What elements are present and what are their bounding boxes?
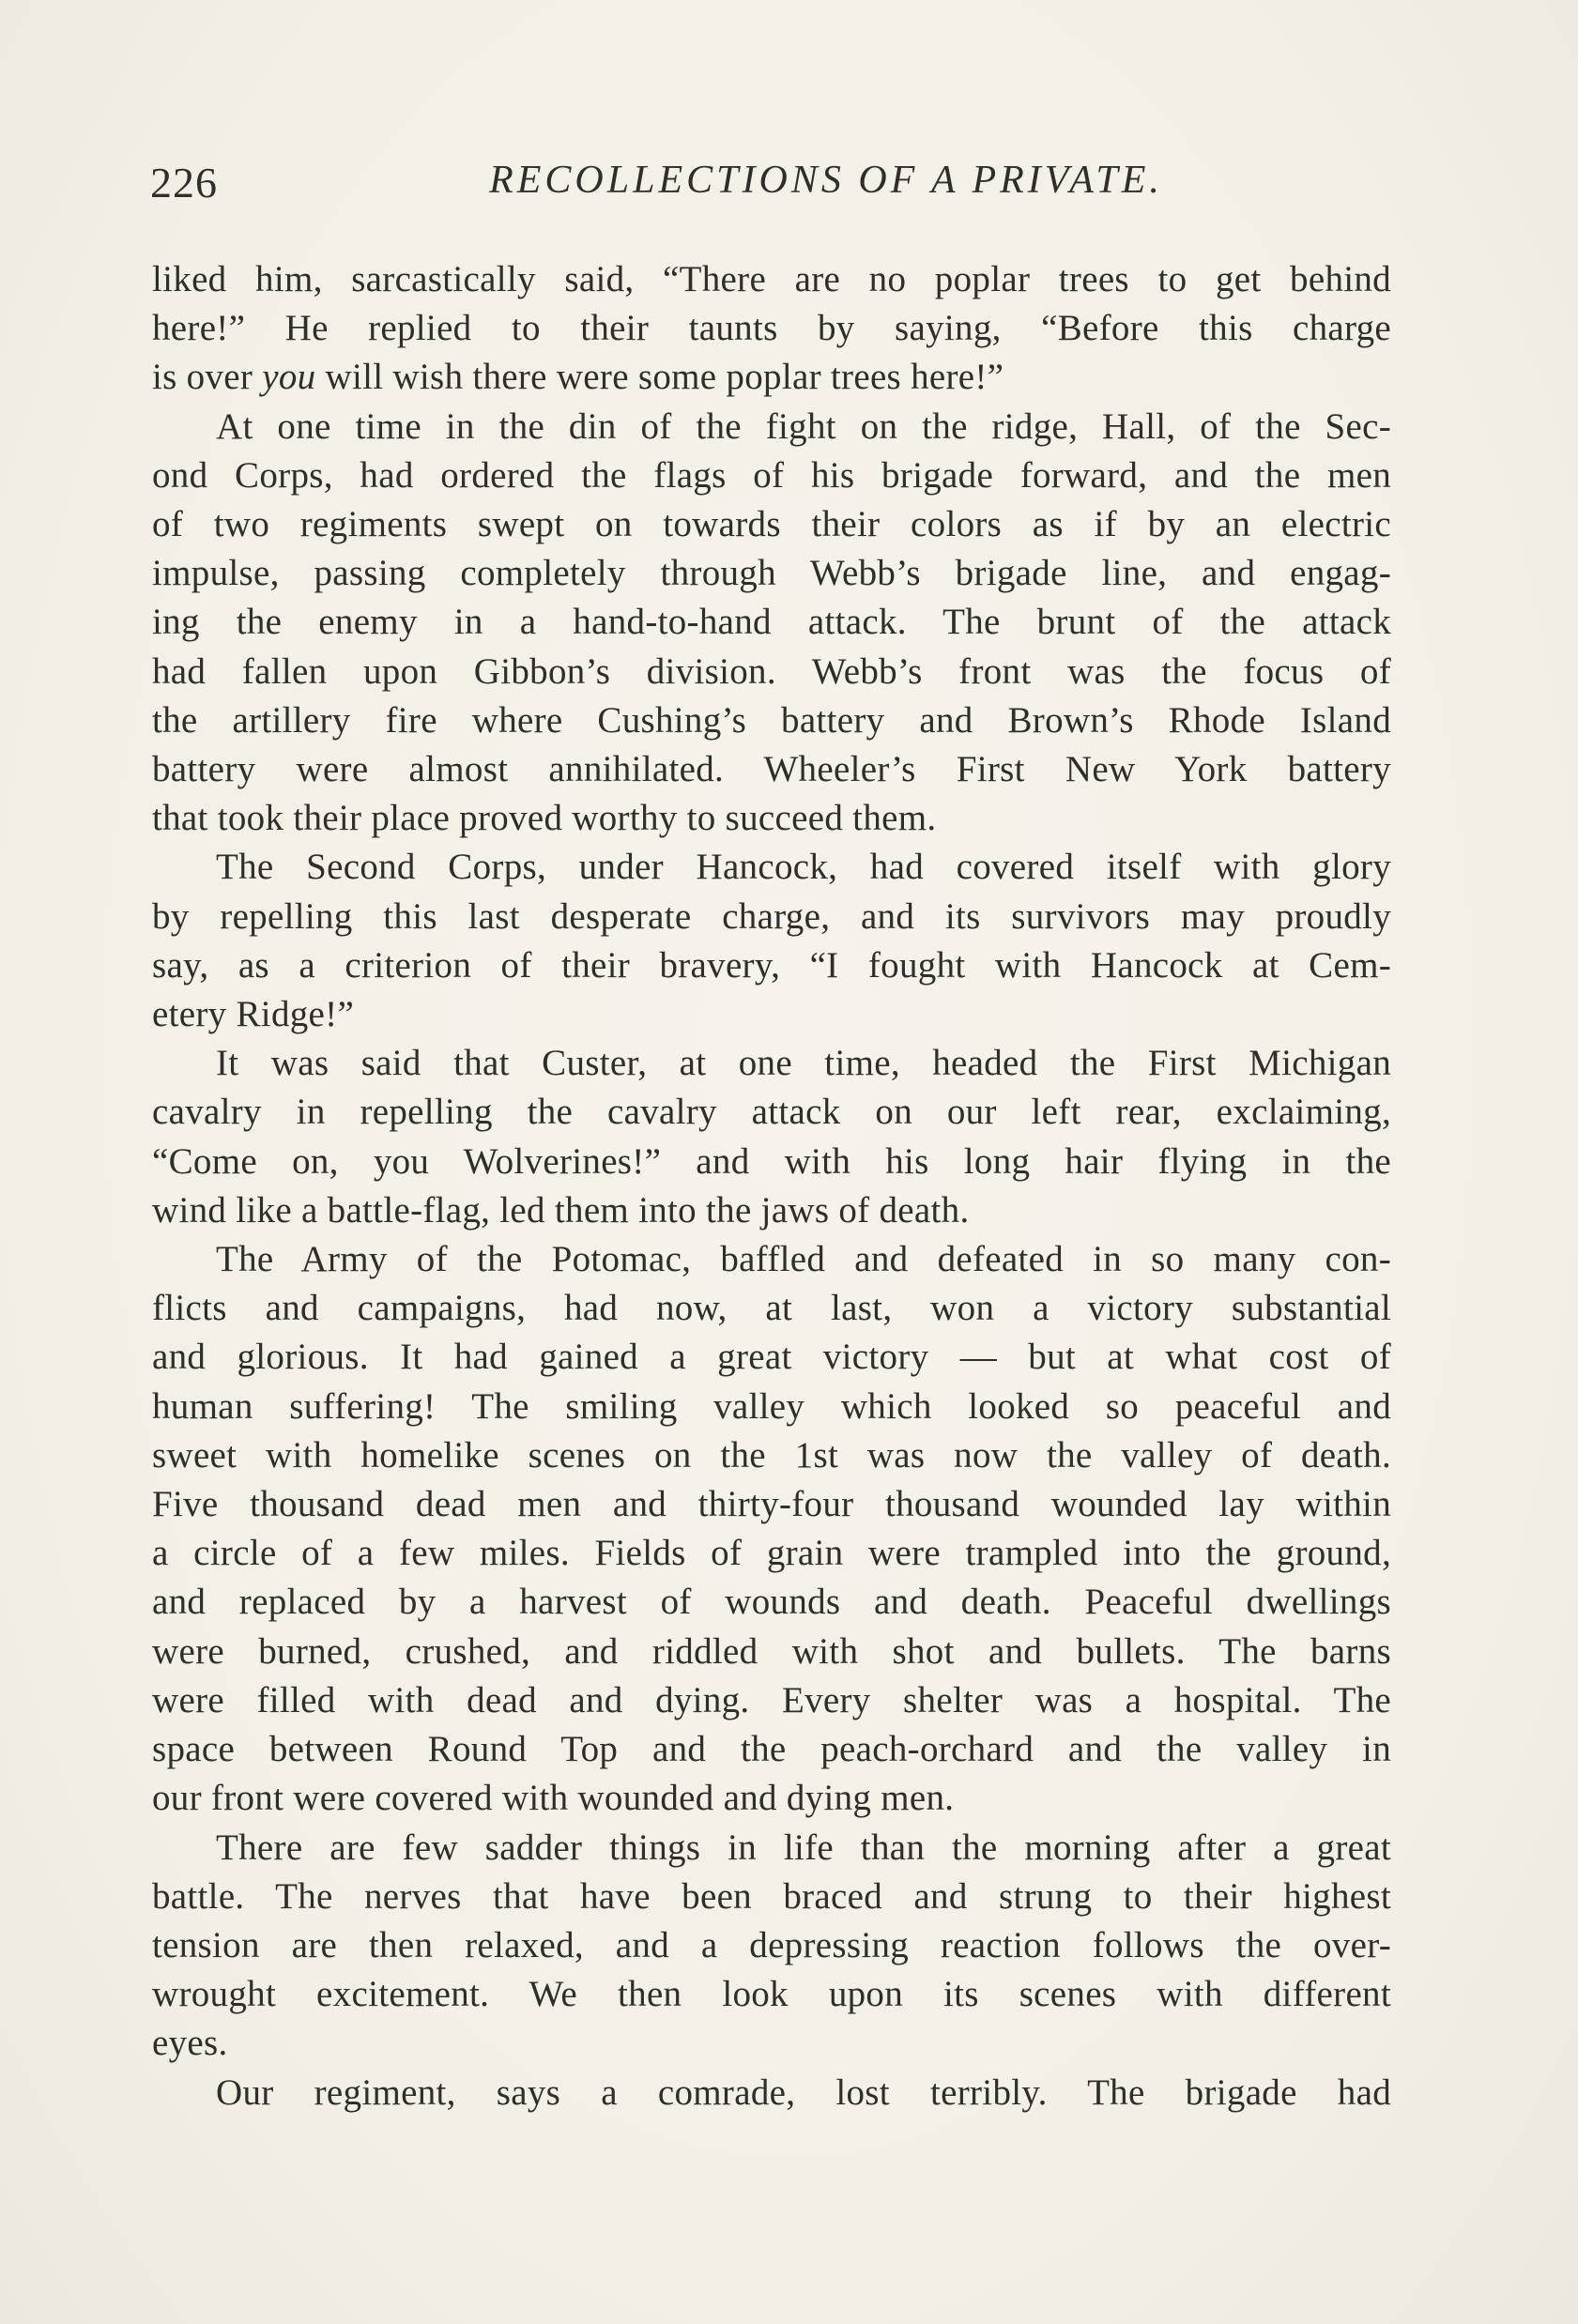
page-header bbox=[150, 158, 1389, 214]
text-line: had fallen upon Gibbon’s division. Webb’s front was the focus of bbox=[152, 650, 1391, 692]
text-line: of two regiments swept on towards their colors as if by an electric bbox=[152, 504, 1391, 545]
body-text bbox=[152, 255, 1391, 2118]
text-line: flicts and campaigns, had now, at last, won a victory substantial bbox=[152, 1288, 1391, 1329]
text-line: There are few sadder things in life than the morning after a great bbox=[216, 1827, 1391, 1868]
text-line: eyes. bbox=[152, 2023, 228, 2064]
text-line: battle. The nerves that have been braced and strung to their highest bbox=[152, 1875, 1391, 1917]
text-line: The Army of the Potomac, baffled and defeated in so many con- bbox=[216, 1239, 1391, 1280]
text-line: ing the enemy in a hand-to-hand attack. The brunt of the attack bbox=[152, 602, 1391, 643]
text-line: the artillery fire where Cushing’s battery and Brown’s Rhode Island bbox=[152, 699, 1391, 741]
text-line: Five thousand dead men and thirty-four thousand wounded lay within bbox=[152, 1484, 1391, 1525]
text-line: and glorious. It had gained a great victory — but at what cost of bbox=[152, 1337, 1391, 1378]
text-span: will wish there were some poplar trees here!” bbox=[315, 357, 1004, 398]
text-line: a circle of a few miles. Fields of grain were trampled into the ground, bbox=[152, 1533, 1391, 1574]
text-line: were filled with dead and dying. Every shelter was a hospital. The bbox=[152, 1679, 1391, 1720]
italic-word: you bbox=[262, 357, 316, 398]
text-line: that took their place proved worthy to succeed them. bbox=[152, 798, 937, 839]
text-line: by repelling this last desperate charge, and its survivors may proudly bbox=[152, 895, 1391, 937]
page-number: 226 bbox=[150, 159, 218, 206]
text-line: wrought excitement. We then look upon its scenes with different bbox=[152, 1974, 1391, 2015]
text-line: etery Ridge!” bbox=[152, 994, 355, 1035]
text-line: human suffering! The smiling valley which looked so peaceful and bbox=[152, 1385, 1391, 1427]
text-span: is over bbox=[152, 357, 263, 398]
text-line: impulse, passing completely through Webb’s brigade line, and engag- bbox=[152, 553, 1391, 594]
text-line bbox=[152, 353, 1391, 402]
text-line: ond Corps, had ordered the flags of his brigade forward, and the men bbox=[152, 454, 1391, 496]
text-line: our front were covered with wounded and dying men. bbox=[152, 1778, 955, 1819]
running-title: RECOLLECTIONS OF A PRIVATE. bbox=[489, 159, 1163, 202]
text-line: “Come on, you Wolverines!” and with his long hair flying in the bbox=[152, 1140, 1391, 1182]
text-line: here!” He replied to their taunts by saying, “Before this charge bbox=[152, 308, 1391, 349]
text-line: tension are then relaxed, and a depressing reaction follows the over- bbox=[152, 1924, 1391, 1965]
text-line: The Second Corps, under Hancock, had covered itself with glory bbox=[216, 847, 1391, 888]
text-line: cavalry in repelling the cavalry attack on our left rear, exclaiming, bbox=[152, 1092, 1391, 1133]
text-line: Our regiment, says a comrade, lost terribly. The brigade had bbox=[216, 2072, 1391, 2113]
text-line: were burned, crushed, and riddled with shot and bullets. The barns bbox=[152, 1630, 1391, 1672]
text-line: At one time in the din of the fight on the ridge, Hall, of the Sec- bbox=[216, 405, 1391, 447]
text-line: say, as a criterion of their bravery, “I fought with Hancock at Cem- bbox=[152, 944, 1391, 986]
text-line: and replaced by a harvest of wounds and death. Peaceful dwellings bbox=[152, 1582, 1391, 1623]
text-line: space between Round Top and the peach-orchard and the valley in bbox=[152, 1729, 1391, 1770]
text-line: sweet with homelike scenes on the 1st was now the valley of death. bbox=[152, 1434, 1391, 1475]
text-line: battery were almost annihilated. Wheeler’s First New York battery bbox=[152, 749, 1391, 790]
text-line: wind like a battle-flag, led them into the jaws of death. bbox=[152, 1189, 970, 1231]
text-line: liked him, sarcastically said, “There are no poplar trees to get behind bbox=[152, 259, 1391, 299]
text-line: It was said that Custer, at one time, headed the First Michigan bbox=[216, 1043, 1391, 1084]
